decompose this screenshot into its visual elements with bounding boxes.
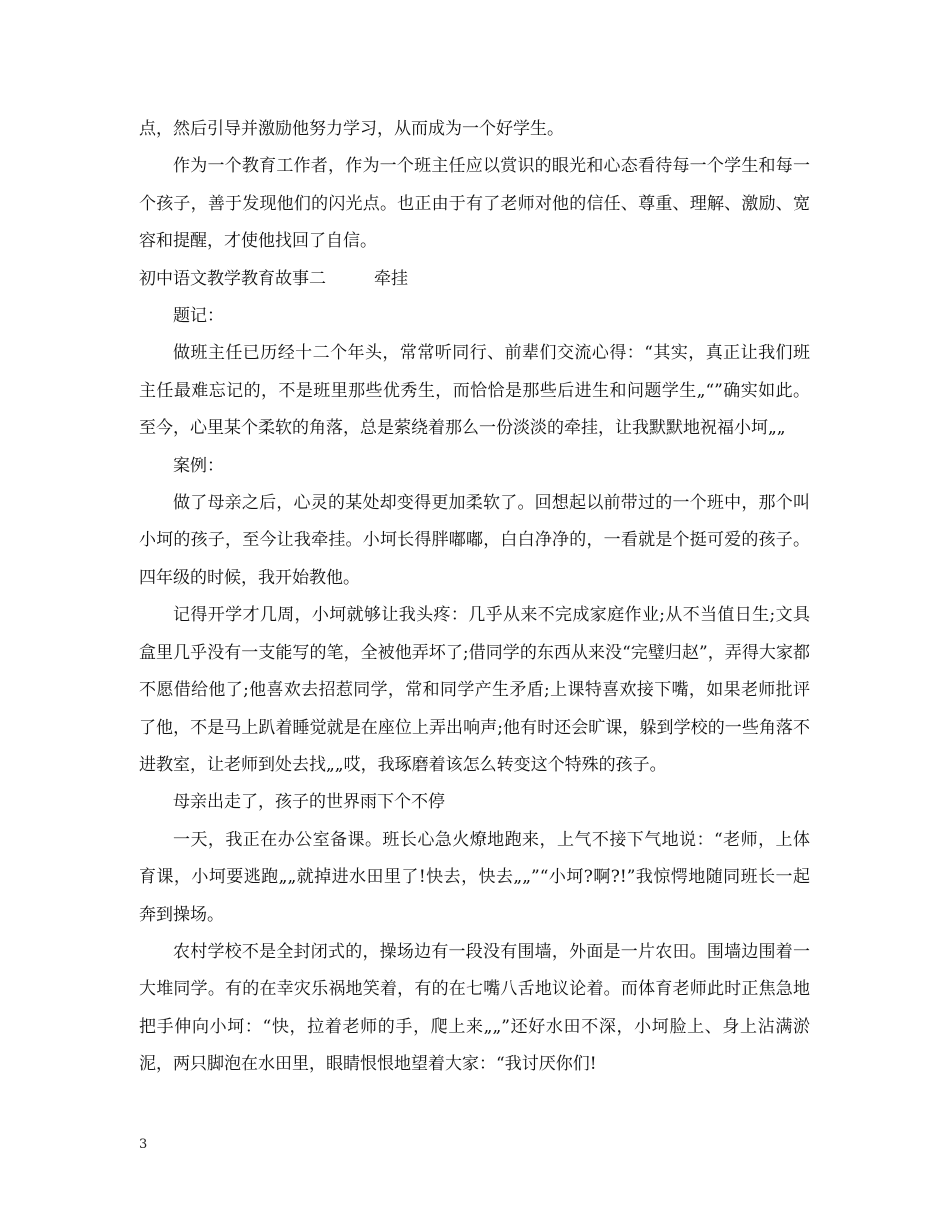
paragraph-epigraph-label: 题记： <box>173 306 224 327</box>
paragraph-playground: 农村学校不是全封闭式的，操场边有一段没有围墙，外面是一片农田。围墙边围着一大堆同学。有的在幸灾乐祸地笑着，有的在七嘴八舌地议论着。而体育老师此时正焦急地把手伸向小坷：“快，拉着老师的手，爬上来„„”还好水田不深，小坷脸上、身上沾满淤泥，两只脚泡在水田里，眼睛恨恨地望着大家：“我讨厌你们! <box>139 941 810 1075</box>
paragraph-case-intro: 做了母亲之后，心灵的某处却变得更加柔软了。回想起以前带过的一个班中，那个叫小坷的孩子，至今让我牵挂。小坷长得胖嘟嘟，白白净净的，一看就是个挺可爱的孩子。四年级的时候，我开始教他。 <box>139 493 810 588</box>
paragraph-subheading: 母亲出走了，孩子的世界雨下个不停 <box>173 792 445 813</box>
page-number: 3 <box>139 1137 148 1152</box>
paragraph-epigraph: 做班主任已历经十二个年头，常常听同行、前辈们交流心得：“其实，真正让我们班主任最难忘记的，不是班里那些优秀生，而恰恰是那些后进生和问题学生„“”确实如此。至今，心里某个柔软的角落，总是萦绕着那么一份淡淡的牵挂，让我默默地祝福小坷„„ <box>139 343 810 439</box>
paragraph-educator-reflection: 作为一个教育工作者，作为一个班主任应以赏识的眼光和心态看待每一个学生和每一个孩子，善于发现他们的闪光点。也正由于有了老师对他的信任、尊重、理解、激励、宽容和提醒，才使他找回了自信。 <box>139 156 810 252</box>
section-heading-subtitle: 牵挂 <box>374 268 408 289</box>
document-body <box>139 111 810 1084</box>
paragraph-case-label: 案例： <box>173 455 224 476</box>
section-heading <box>139 261 810 298</box>
paragraph-incident: 一天，我正在办公室备课。班长心急火燎地跑来，上气不接下气地说：“老师，上体育课，小坷要逃跑„„就掉进水田里了!快去，快去„„”“小坷?啊?!”我惊愕地随同班长一起奔到操场。 <box>139 829 810 925</box>
paragraph-continuation: 点，然后引导并激励他努力学习，从而成为一个好学生。 <box>139 119 564 139</box>
section-heading-title: 初中语文教学教育故事二 <box>139 268 326 289</box>
paragraph-case-problems: 记得开学才几周，小坷就够让我头疼：几乎从来不完成家庭作业;从不当值日生;文具盒里几乎没有一支能写的笔，全被他弄坏了;借同学的东西从来没“完璧归赵”，弄得大家都不愿借给他了;他喜欢去招惹同学，常和同学产生矛盾;上课特喜欢接下嘴，如果老师批评了他，不是马上趴着睡觉就是在座位上弄出响声;他有时还会旷课，躲到学校的一些角落不进教室，让老师到处去找„„哎，我琢磨着该怎么转变这个特殊的孩子。 <box>139 605 810 775</box>
